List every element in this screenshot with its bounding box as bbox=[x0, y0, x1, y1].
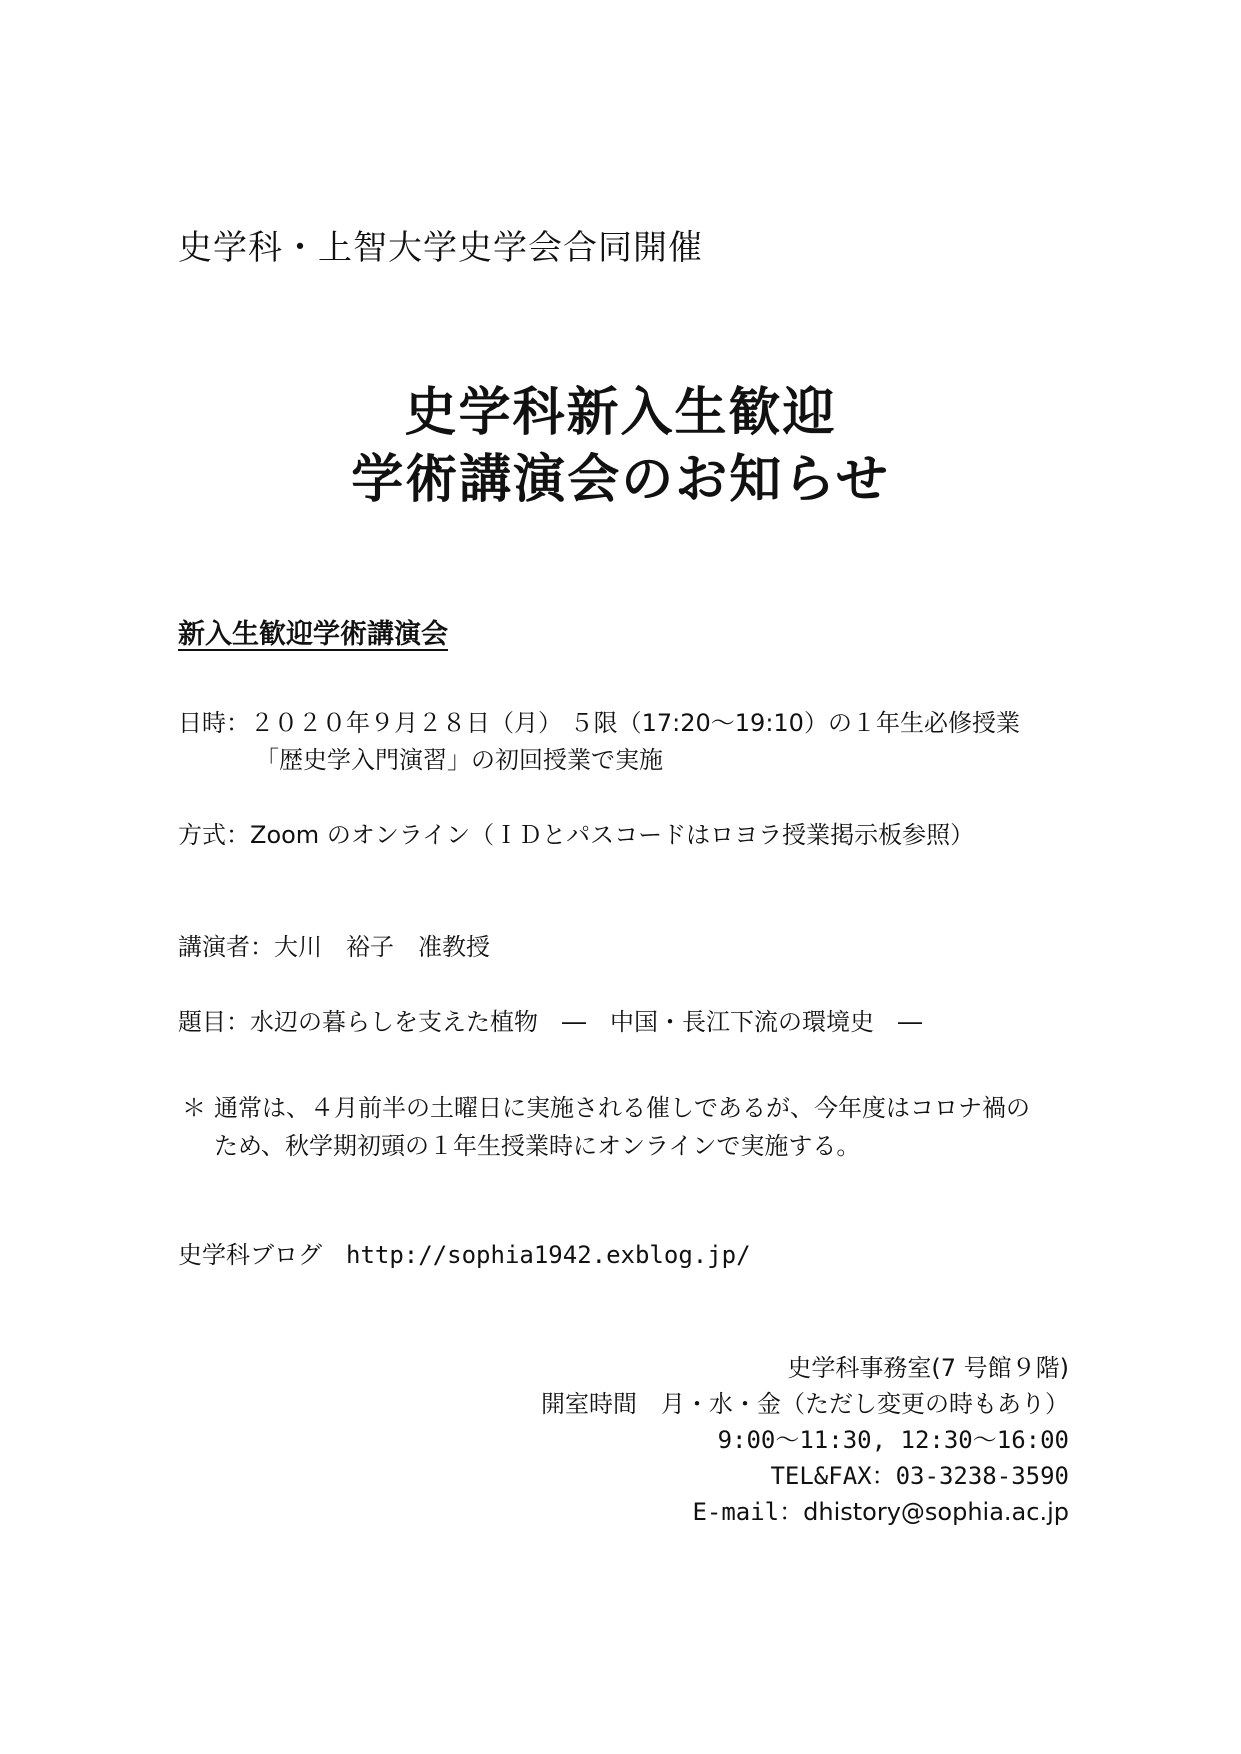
cohost-line: 史学科・上智大学史学会合同開催 bbox=[178, 228, 703, 268]
blog-line bbox=[178, 1235, 751, 1270]
email-label: E-mail： bbox=[692, 1498, 804, 1526]
format-line: 方式：Zoom のオンライン（ＩＤとパスコードはロヨラ授業掲示板参照） bbox=[178, 821, 975, 849]
note-line-2: ため、秋学期初頭の１年生授業時にオンラインで実施する。 bbox=[214, 1132, 861, 1160]
note-line-1: 通常は、４月前半の土曜日に実施される催しであるが、今年度はコロナ禍の bbox=[214, 1094, 1030, 1122]
email-link[interactable]: dhistory@sophia.ac.jp bbox=[803, 1498, 1069, 1526]
office-tel-fax: TEL&FAX：03-3238-3590 bbox=[770, 1462, 1069, 1490]
office-hours-times: 9:00～11:30, 12:30～16:00 bbox=[717, 1426, 1069, 1454]
note-asterisk: ＊ bbox=[182, 1094, 206, 1122]
blog-label: 史学科ブログ bbox=[178, 1241, 322, 1269]
schedule-line-1: 日時：２０２０年９月２８日（月） ５限（17:20～19:10）の１年生必修授業 bbox=[178, 709, 1020, 737]
section-heading: 新入生歓迎学術講演会 bbox=[178, 619, 448, 650]
office-email-line bbox=[692, 1492, 1069, 1527]
lecturer-line: 講演者：大川 裕子 准教授 bbox=[178, 933, 490, 961]
page-title-line-1: 史学科新入生歓迎 bbox=[404, 383, 837, 443]
office-hours-label: 開室時間 月・水・金（ただし変更の時もあり） bbox=[541, 1390, 1069, 1418]
schedule-line-2: 「歴史学入門演習」の初回授業で実施 bbox=[255, 746, 663, 774]
blog-link[interactable]: http://sophia1942.exblog.jp/ bbox=[346, 1241, 751, 1269]
office-name: 史学科事務室(7 号館９階) bbox=[787, 1354, 1069, 1382]
page-title-line-2: 学術講演会のお知らせ bbox=[351, 450, 890, 510]
topic-line: 題目：水辺の暮らしを支えた植物 ― 中国・長江下流の環境史 ― bbox=[178, 1008, 922, 1036]
